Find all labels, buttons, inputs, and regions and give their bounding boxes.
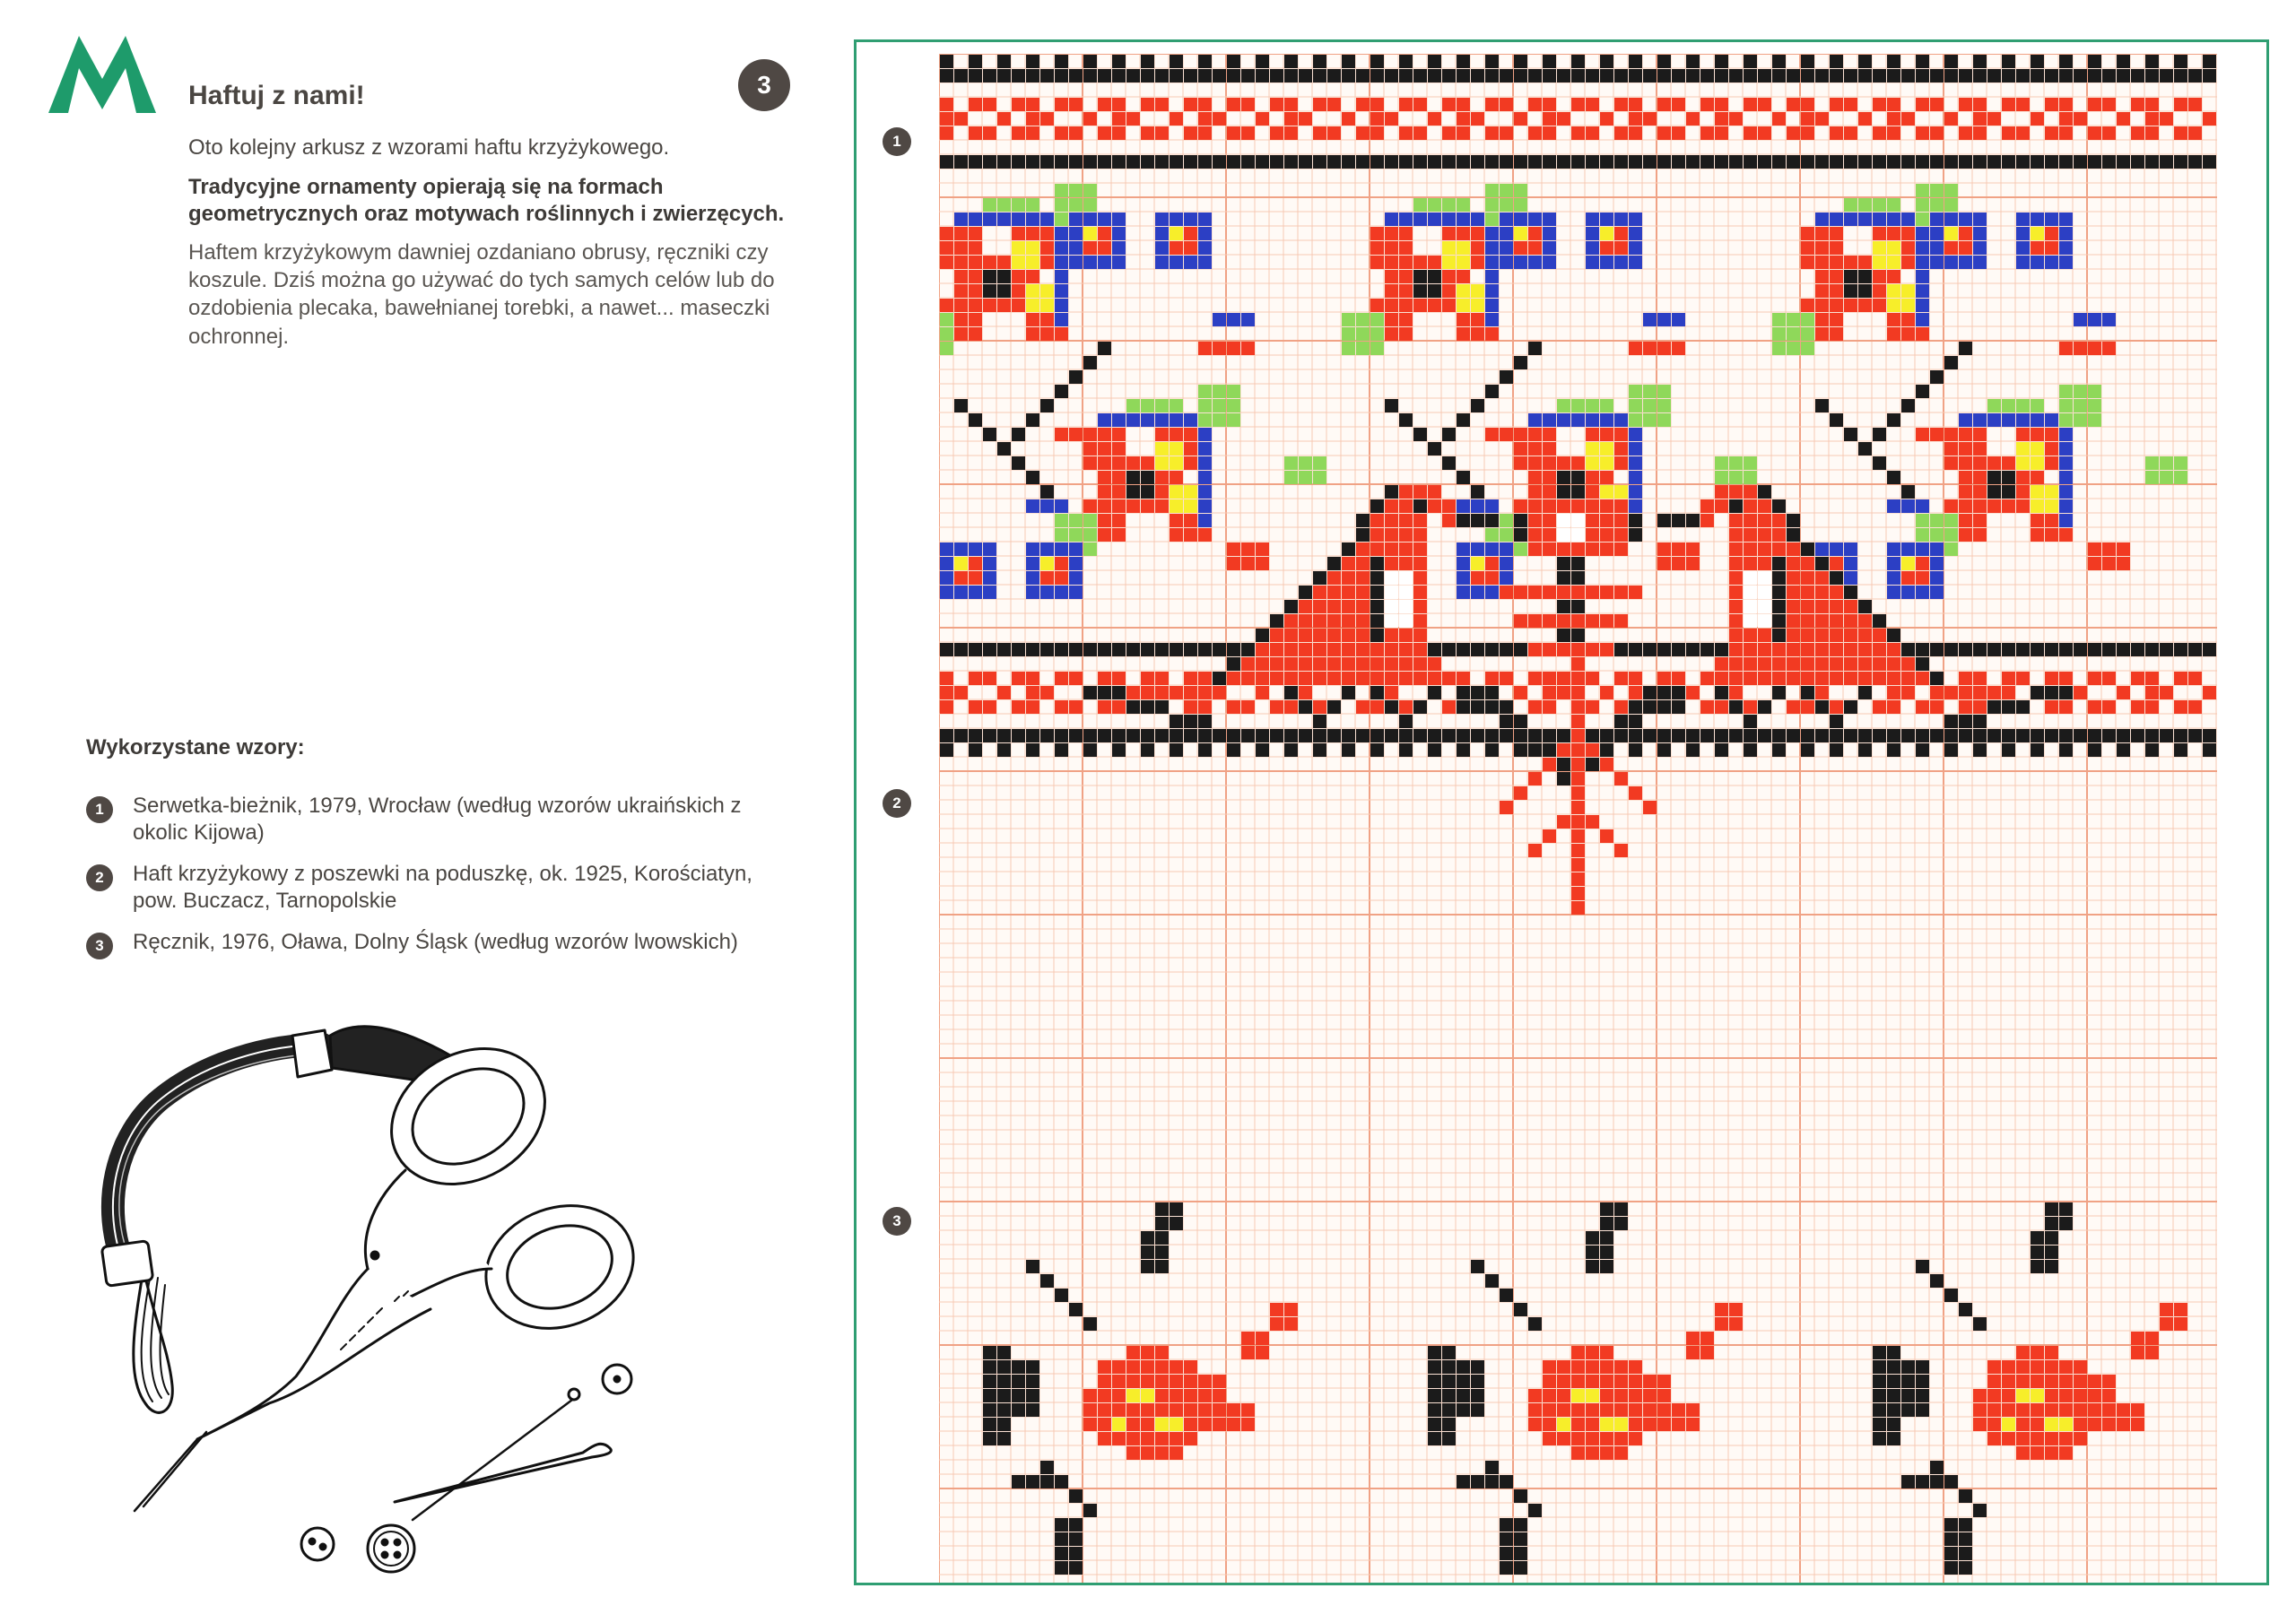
source-text: Ręcznik, 1976, Oława, Dolny Śląsk (według wzorów lwowskich) <box>133 930 738 954</box>
brand-logo <box>43 32 161 115</box>
source-item-2 <box>86 861 786 916</box>
source-text: Serwetka-bieżnik, 1979, Wrocław (według wzorów ukraińskich z okolic Kijowa) <box>133 794 742 846</box>
page-title: Haftuj z nami! <box>188 81 365 110</box>
body-text: Haftem krzyżykowym dawniej ozdaniano obrusy, ręczniki czy koszule. Dziś można go używać do tych samych celów lub do ozdobienia plecaka, bawełnianej torebki, a nawet... maseczki ochronnej. <box>188 240 775 349</box>
source-number: 1 <box>86 796 113 823</box>
source-item-1 <box>86 793 786 847</box>
lead-text: Tradycyjne ornamenty opierają się na formach geometrycznych oraz motywach roślinnych i zwierzęcych. <box>188 175 785 226</box>
sources-heading: Wykorzystane wzory: <box>86 735 305 759</box>
intro-text: Oto kolejny arkusz z wzorami haftu krzyżykowego. <box>188 135 670 160</box>
section-number-3: 3 <box>883 1207 911 1236</box>
sewing-tools-illustration <box>90 1000 700 1592</box>
section-number-2: 2 <box>883 789 911 818</box>
section-number-1: 1 <box>883 127 911 156</box>
buttons-icon <box>301 1525 414 1572</box>
source-number: 3 <box>86 933 113 959</box>
source-number: 2 <box>86 864 113 891</box>
page-number-badge: 3 <box>738 59 790 111</box>
source-item-3 <box>86 929 786 959</box>
cross-stitch-pattern <box>939 54 2217 1583</box>
stork-scissors-icon <box>135 1021 651 1511</box>
source-text: Haft krzyżykowy z poszewki na poduszkę, ok. 1925, Korościatyn, pow. Buczacz, Tarnopolskie <box>133 862 752 914</box>
needles-icon <box>395 1365 631 1520</box>
